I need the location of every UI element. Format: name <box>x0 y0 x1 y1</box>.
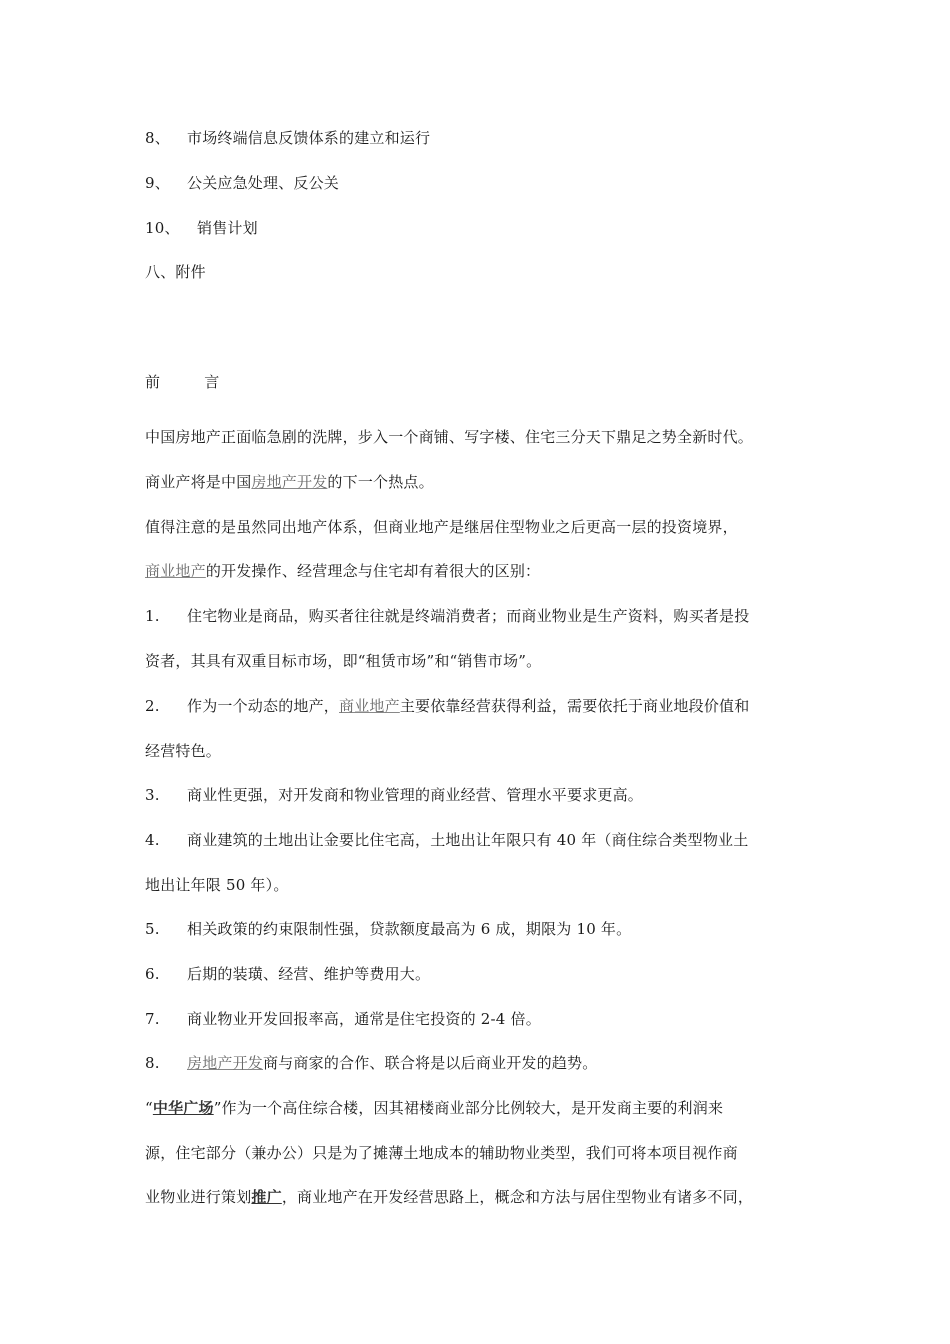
text: 商与商家的合作、联合将是以后商业开发的趋势。 <box>263 1054 598 1072</box>
intro-paragraph-3: 值得注意的是虽然同出地产体系，但商业地产是继居住型物业之后更高一层的投资境界， <box>145 518 738 536</box>
link-zhonghua-plaza[interactable]: 中华广场 <box>152 1099 214 1117</box>
point-number: 3. <box>145 786 160 804</box>
toc-item-appendix <box>145 262 815 282</box>
point-4-line-2: 地出让年限 50 年）。 <box>145 876 289 894</box>
text: 相关政策的约束限制性强，贷款额度最高为 6 成，期限为 10 年。 <box>187 920 632 938</box>
closing-line-2: 源，住宅部分（兼办公）只是为了摊薄土地成本的辅助物业类型，我们可将本项目视作商 <box>145 1144 738 1162</box>
text: 商业建筑的土地出让金要比住宅高，土地出让年限只有 40 年（商住综合类型物业土 <box>187 831 749 849</box>
link-commercial-real-estate[interactable]: 商业地产 <box>339 697 400 715</box>
toc-item-number: 8、 <box>145 129 170 147</box>
text: 作为一个动态的地产， <box>187 697 340 715</box>
point-6 <box>145 964 815 984</box>
toc-item-9 <box>145 173 815 193</box>
point-8 <box>145 1053 815 1073</box>
intro-paragraph-2 <box>145 472 815 492</box>
toc-item-text: 市场终端信息反馈体系的建立和运行 <box>187 129 431 147</box>
text: 的下一个热点。 <box>327 473 434 491</box>
point-1-line-1 <box>145 606 815 626</box>
toc-item-number: 9、 <box>145 174 170 192</box>
point-number: 5. <box>145 920 160 938</box>
text: 商业性更强，对开发商和物业管理的商业经营、管理水平要求更高。 <box>187 786 644 804</box>
text: 的开发操作、经营理念与住宅却有着很大的区别： <box>205 562 541 580</box>
intro-paragraph-4 <box>145 561 815 581</box>
text: 住宅物业是商品，购买者往往就是终端消费者；而商业物业是生产资料，购买者是投 <box>187 607 750 625</box>
point-2-line-2: 经营特色。 <box>145 742 222 760</box>
point-7 <box>145 1009 815 1029</box>
point-2-line-1 <box>145 696 815 716</box>
toc-item-text: 八、附件 <box>145 263 206 281</box>
point-number: 2. <box>145 697 160 715</box>
text: “ <box>145 1099 153 1117</box>
point-number: 8. <box>145 1054 160 1072</box>
text: 商业物业开发回报率高，通常是住宅投资的 2-4 倍。 <box>187 1010 541 1028</box>
closing-line-3 <box>145 1187 815 1207</box>
text: 后期的装璜、经营、维护等费用大。 <box>187 965 431 983</box>
point-number: 6. <box>145 965 160 983</box>
link-real-estate-development[interactable]: 房地产开发 <box>251 473 328 491</box>
link-real-estate-development[interactable]: 房地产开发 <box>187 1054 264 1072</box>
text: 主要依靠经营获得利益，需要依托于商业地段价值和 <box>399 697 750 715</box>
point-number: 1. <box>145 607 160 625</box>
toc-item-text: 销售计划 <box>197 219 258 237</box>
point-5 <box>145 919 815 939</box>
link-commercial-real-estate[interactable]: 商业地产 <box>145 562 206 580</box>
preface-heading <box>145 372 815 392</box>
link-promotion[interactable]: 推广 <box>251 1188 282 1206</box>
point-3 <box>145 785 815 805</box>
toc-item-number: 10、 <box>145 219 180 237</box>
point-1-line-2: 资者，其具有双重目标市场，即“租赁市场”和“销售市场”。 <box>145 652 542 670</box>
text: ”作为一个高住综合楼，因其裙楼商业部分比例较大，是开发商主要的利润来 <box>213 1099 724 1117</box>
toc-item-text: 公关应急处理、反公关 <box>187 174 340 192</box>
preface-heading-part: 言 <box>204 373 220 391</box>
point-number: 4. <box>145 831 160 849</box>
toc-item-10 <box>145 218 815 238</box>
toc-item-8 <box>145 128 815 148</box>
preface-heading-part: 前 <box>145 373 161 391</box>
text: 商业产将是中国 <box>145 473 252 491</box>
point-4-line-1 <box>145 830 815 850</box>
point-number: 7. <box>145 1010 160 1028</box>
intro-paragraph-1: 中国房地产正面临急剧的洗牌，步入一个商铺、写字楼、住宅三分天下鼎足之势全新时代。 <box>145 428 754 446</box>
text: ，商业地产在开发经营思路上，概念和方法与居住型物业有诸多不同， <box>281 1188 754 1206</box>
closing-line-1 <box>145 1098 815 1118</box>
text: 业物业进行策划 <box>145 1188 252 1206</box>
